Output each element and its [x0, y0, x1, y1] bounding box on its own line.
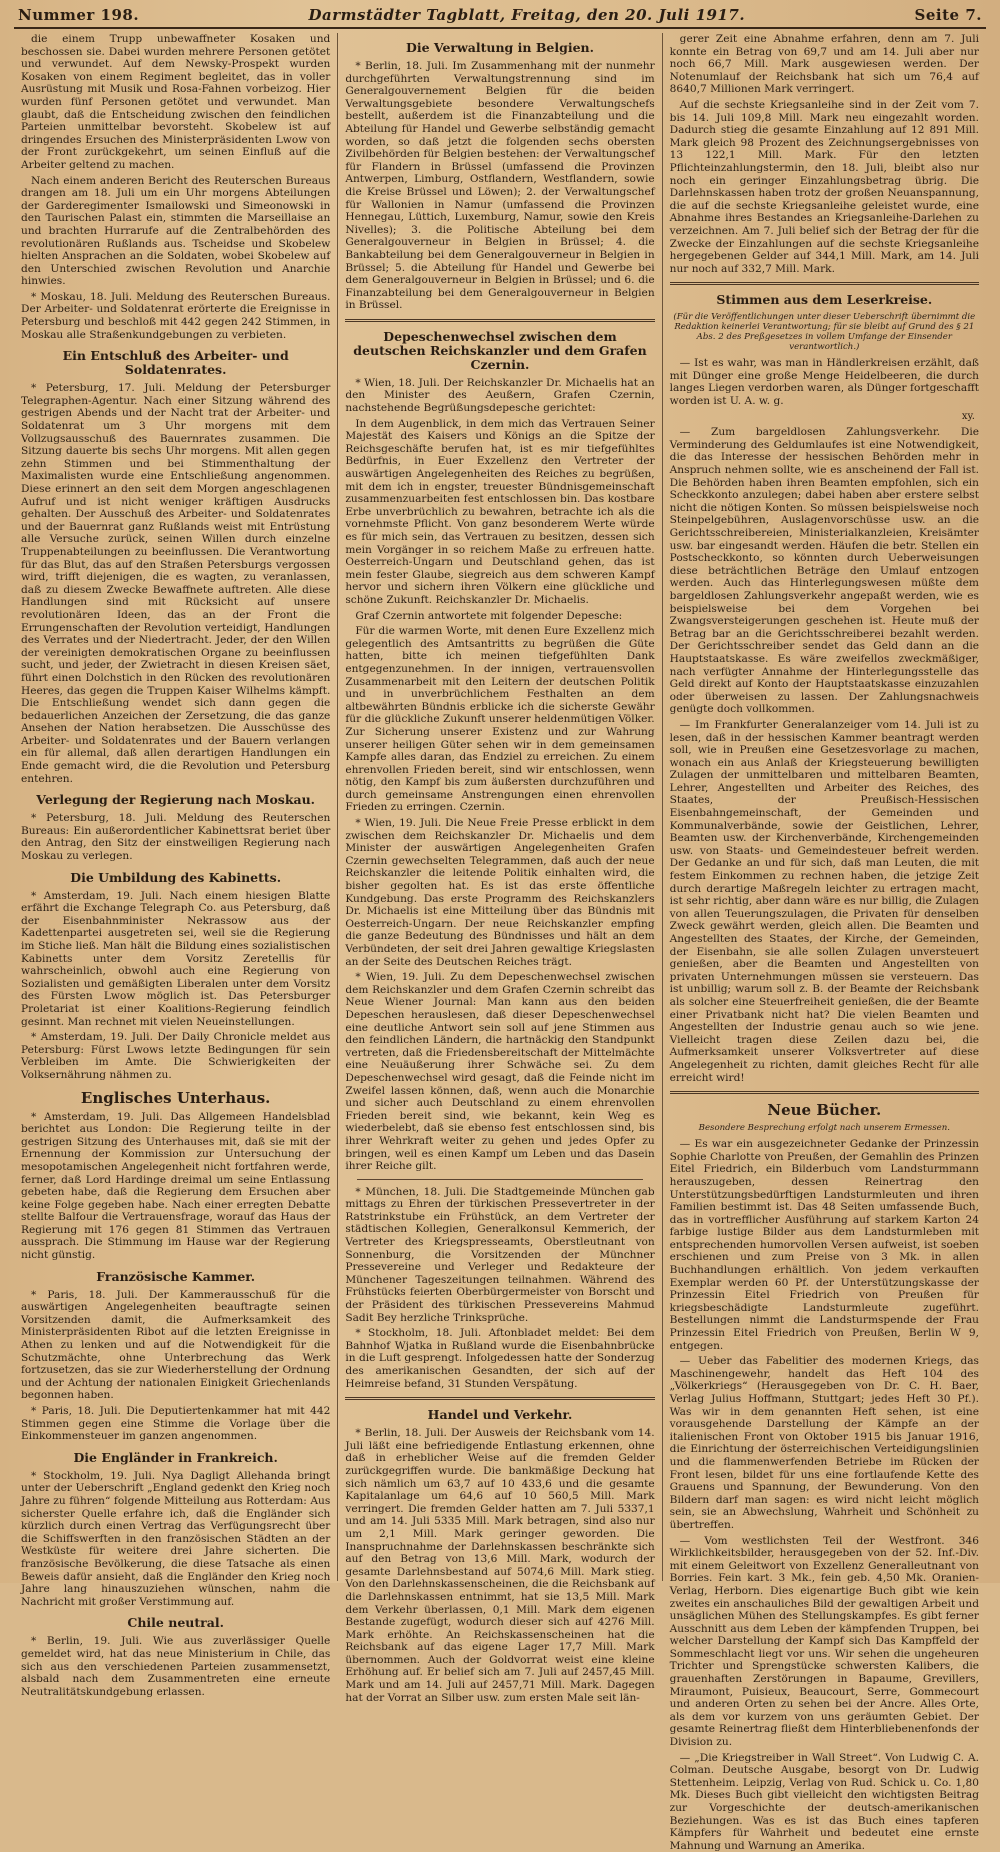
article-headline: Neue Bücher.	[767, 1101, 882, 1120]
article-headline: Ein Entschluß des Arbeiter- und Soldatenrates.	[62, 348, 289, 378]
page-number-right: Seite 7.	[914, 6, 982, 24]
article-paragraph: * Wien, 19. Juli. Zu dem Depeschenwechsel zwischen dem Reichskanzler und dem Grafen Czernin schreibt das Neue Wiener Journal: Man kann aus den beiden Depeschen herauslesen, daß dieser Depeschenwechsel eine deutliche Antwort sein soll auf jene Stimmen aus den feindlichen Ländern, die hartnäckig den Standpunkt vertreten, daß die Friedensbereitschaft der Mittelmächte eine Neuäußerung ihrer Schwäche sei. Zu dem Depeschenwechsel wird gesagt, daß die Feinde nicht im Zweifel lassen können, daß, wenn auch die Monarchie und sicher auch Deutschland zu einem ehrenvollen Frieden bereit sind, wie bekannt, kein Weg es wiederbelebt, daß sie ebenso fest entschlossen sind, bis ihrer Wehrkraft weiter zu gehen und jedes Opfer zu bringen, weil es einen Kampf um Leben und das Dasein ihrer Reiche gilt.	[345, 971, 655, 1173]
article-paragraph: * Amsterdam, 19. Juli. Das Allgemeen Handelsblad berichtet aus London: Die Regierung teilte in der gestrigen Sitzung des Unterhauses mit, daß sie mit der Ernennung der Kommission zur Untersuchung der mesopotamischen Angelegenheit nicht fortfahren werde, ferner, daß Lord Hardinge dreimal um seine Entlassung gebeten habe, daß die Regierung dem Ersuchen aber keine Folge gegeben habe. Nach einer erregten Debatte stellte Balfour die Vertrauensfrage, worauf das Haus der Regierung mit 176 gegen 81 Stimmen das Vertrauen aussprach. Die Stimmung im Hause war der Regierung nicht günstig.	[21, 1110, 331, 1262]
article-headline: Die Verwaltung in Belgien.	[406, 40, 594, 55]
article-headline: Chile neutral.	[127, 1615, 224, 1631]
article-paragraph: * Moskau, 18. Juli. Meldung des Reuterschen Bureaus. Der Arbeiter- und Soldatenrat erörterte die Ereignisse in Petersburg und beschloß mit 442 gegen 242 Stimmen, in Moskau alle Straßenkundgebungen zu verbieten.	[21, 290, 331, 341]
section-divider	[345, 319, 654, 322]
article-paragraph: die einem Trupp unbewaffneter Kosaken und beschossen sie. Dabei wurden mehrere Personen getötet und verwundet. Auf dem Newsky-Prospekt wurden Kosaken von einem Regiment begleitet, das in voller Ausrüstung mit Musik und Rosa-Fahnen vorbeizog. Hier wurden fünf Personen getötet und verwundet. Man glaubt, daß die Entscheidung zwischen den feindlichen Parteien unmittelbar bevorsteht. Skobelew ist auf dringendes Ersuchen des Ministerpräsidenten Lwow von der Front zurückgekehrt, um seinen Einfluß auf die Arbeiter geltend zu machen.	[21, 33, 331, 171]
article-paragraph: * München, 18. Juli. Die Stadtgemeinde München gab mittags zu Ehren der türkischen Pressevertreter in der Ratstrinkstube ein Frühstück, an dem Vertreter der städtischen Kollegien, Generalkonsul Kemmerich, der Vertreter des Kriegspresseamts, Oberstleutnant von Sonnenburg, die Vorsitzenden der Münchner Pressevereine und Verleger und Redakteure der Münchener Tageszeitungen teilnahmen. Während des Frühstücks feierten Oberbürgermeister von Borscht und der Präsident des türkischen Pressevereins Mahmud Sadit Bey herzliche Trinksprüche.	[345, 1185, 655, 1324]
article-headline: Französische Kammer.	[96, 1268, 256, 1284]
article-paragraph: — Vom westlichsten Teil der Westfront. 346 Wirklichkeitsbilder, herausgegeben von der 52. Inf.-Div. mit einem Geleitwort von Exzellenz Generalleutnant von Borries. Fein kart. 3 Mk., fein geb. 4,50 Mk. Oranien-Verlag, Herborn. Dies eigenartige Buch gibt wie kein zweites ein anschauliches Bild der gewaltigen Arbeit und unsäglichen Mühen des Stellungskampfes. Es gibt ferner Ausschnitt aus dem Leben der kämpfenden Truppen, bei welcher Darstellung der Kampf sich Das Kampffeld der Sommeschlacht liegt vor uns. Wir sehen die ungeheuren Trichter und Sprengstücke schwersten Kalibers, die grauenhaften Zerstörungen in Bapaume, Grevillers, Miraumont, Puisieux, Beaucourt, Serre, Gommecourt und anderen Orten zu sehen bei der Ancre. Alles Orte, als dem vor kurzem von uns geräumten Gebiet. Der gesamte Reinertrag fließt dem Hinterbliebenenfonds der Division zu.	[669, 1534, 979, 1749]
article-paragraph: * Berlin, 18. Juli. Im Zusammenhang mit der nunmehr durchgeführten Verwaltungstrennung sind im Generalgouvernement Belgien für die beiden Verwaltungsgebiete besondere Verwaltungschefs bestellt, außerdem ist die Finanzabteilung und die Abteilung für Handel und Gewerbe selbständig gemacht worden, so daß jetzt die folgenden sechs obersten Zivilbehörden für Belgien bestehen: der Verwaltungschef für Flandern in Brüssel (umfassend die Provinzen Antwerpen, Limburg, Ostflandern, Westflandern, sowie die Kreise Brüssel und Löwen); 2. der Verwaltungschef für Wallonien in Namur (umfassend die Provinzen Hennegau, Lüttich, Luxemburg, Namur, sowie den Kreis Nivelles); 3. die Politische Abteilung bei dem Generalgouverneur in Belgien in Brüssel; 4. die Bankabteilung bei dem Generalgouverneur in Belgien in Brüssel; 5. die Abteilung für Handel und Gewerbe bei dem Generalgouverneur in Belgien in Brüssel; und 6. die Finanzabteilung bei dem Generalgouverneur in Belgien in Brüssel.	[345, 60, 655, 312]
article-paragraph: — „Die Kriegstreiber in Wall Street“. Von Ludwig C. A. Colman. Deutsche Ausgabe, besorgt von Dr. Ludwig Stettenheim. Leipzig, Verlag von Rud. Schick u. Co. 1,80 Mk. Dieses Buch gibt vielleicht den wichtigsten Beitrag zur Vorgeschichte der deutsch-amerikanischen Beziehungen. Was es ist das Buch eines tapferen Kämpfers für Wahrheit und bedeutet eine ernste Mahnung und Warnung an Amerika.	[669, 1751, 979, 1852]
editorial-note: Besondere Besprechung erfolgt nach unserem Ermessen.	[698, 1123, 950, 1134]
article-paragraph: Für die warmen Worte, mit denen Eure Exzellenz mich gelegentlich des Amtsantritts zu begrüßen die Güte hatten, bitte ich meinen tiefgefühlten Dank entgegenzunehmen. In der innigen, vertrauensvollen Zusammenarbeit mit den Leitern der deutschen Politik und in unverbrüchlichem Festhalten an dem altbewährten Bündnis erblicke ich die sicherste Gewähr für die glückliche Zukunft unserer heldenmütigen Völker. Zur Sicherung unserer Existenz und zur Wahrung unserer heiligen Güter sehen wir in dem gemeinsamen Kampfe alles daran, das Endziel zu erreichen. Zu einem ehrenvollen Frieden bereit, sind wir entschlossen, wenn nötig, den Kampf bis zum äußersten durchzuführen und durch gemeinsame Anstrengungen einen ehrenvollen Frieden zu erringen. Czernin.	[345, 625, 655, 814]
article-headline: Stimmen aus dem Leserkreise.	[716, 292, 933, 308]
article-paragraph: * Petersburg, 18. Juli. Meldung des Reuterschen Bureaus: Ein außerordentlicher Kabinettsrat beriet über den Antrag, den Sitz der einstweiligen Regierung nach Moskau zu verlegen.	[21, 812, 331, 863]
section-divider	[670, 282, 979, 285]
article-paragraph: — Ueber das Fabelitier des modernen Kriegs, das Maschinengewehr, handelt das Heft 104 des „Völkerkriegs“ (Herausgegeben von Dr. C. H. Baer, Verlag Julius Hoffmann, Stuttgart; jedes Heft 30 Pf.). Was wir in dem genannten Heft sehen, ist eine vorausgehende Darstellung der Kämpfe an der italienischen Front von Oktober 1915 bis Januar 1916, die Einrichtung der österreichischen Verteidigungslinien und die flammenwerfenden Betriebe im Rücken der Front lesen, bildet für uns eine fortlaufende Kette des Grauens und Spannung, der Bewunderung. Von den Bildern darf man sagen: es wird nicht leicht möglich sein, sie an Abwechslung, Wahrheit und Schönheit zu übertreffen.	[669, 1355, 979, 1531]
article-paragraph: * Amsterdam, 19. Juli. Der Daily Chronicle meldet aus Petersburg: Fürst Lwows letzte Bedingungen für sein Verbleiben im Amte. Die Schwierigkeiten der Volksernährung nähmen zu.	[21, 1031, 331, 1081]
paper-title-date: Darmstädter Tagblatt, Freitag, den 20. Juli 1917.	[308, 6, 746, 24]
article-paragraph: In dem Augenblick, in dem mich das Vertrauen Seiner Majestät des Kaisers und Königs an die Spitze der Reichsgeschäfte berufen hat, ist es mir tiefgefühltes Bedürfnis, in Euer Exzellenz den Vertreter der auswärtigen Angelegenheiten des Reiches zu begrüßen, mit dem ich in engster, treuester Bündnisgemeinschaft zusammenzuarbeiten fest entschlossen bin. Das kostbare Erbe unverbrüchlich zu bewahren, betrachte ich als die vornehmste Pflicht. Von ganz besonderem Werte würde es für mich sein, das Vertrauen zu besitzen, dessen sich mein Vorgänger in so reichem Maße zu erfreuen hatte. Oesterreich-Ungarn und Deutschland gehen, das ist mein fester Glaube, siegreich aus dem schweren Kampf hervor und sichern ihren Völkern eine glückliche und schöne Zukunft. Reichskanzler Dr. Michaelis.	[345, 417, 655, 606]
article-paragraph: * Berlin, 19. Juli. Wie aus zuverlässiger Quelle gemeldet wird, hat das neue Ministerium in Chile, das sich aus den verschiedenen Parteien zusammensetzt, alsbald nach dem Zusammentreten eine erneute Neutralitätskundgebung erlassen.	[21, 1635, 331, 1698]
article-headline: Die Engländer in Frankreich.	[73, 1449, 278, 1465]
article-paragraph: — Es war ein ausgezeichneter Gedanke der Prinzessin Sophie Charlotte von Preußen, der Gemahlin des Prinzen Eitel Friedrich, ein Bilderbuch vom Landsturmmann herauszugeben, dessen Reinertrag den Unterstützungsbedürftigen Landsturmleuten und ihren Familien bestimmt ist. Das 48 Seiten umfassende Buch, das in vortrefflicher Ausführung auf starkem Karton 24 farbige lustige Bilder aus dem Landsturmleben mit entsprechenden humorvollen Versen aufweist, ist soeben erschienen und zum Preise von 3 Mk. in allen Buchhandlungen erhältlich. Von jedem verkauften Exemplar werden 60 Pf. der Unterstützungskasse der Prinzessin Eitel Friedrich von Preußen für kriegsbeschädigte Landsturmleute zugeführt. Bestellungen nimmt die Landsturmspende der Frau Prinzessin Eitel Friedrich von Preußen, Berlin W 9, entgegen.	[669, 1138, 979, 1352]
article-paragraph: * Stockholm, 19. Juli. Nya Dagligt Allehanda bringt unter der Ueberschrift „England gedenkt den Krieg noch Jahre zu führen“ folgende Mitteilung aus Rotterdam: Aus sicherster Quelle erfahre ich, daß die Engländer sich kürzlich durch einen Vertrag das Verfügungsrecht über die Schiffswerften in den französischen Städten an der Westküste für weitere drei Jahre sicherten. Die französische Bevölkerung, die diese Tatsache als einen Beweis dafür ansieht, daß die Engländer den Krieg noch Jahre lang hinauszuziehen wünschen, nahm die Nachricht mit großer Verstimmung auf.	[21, 1469, 331, 1608]
article-paragraph: * Berlin, 18. Juli. Der Ausweis der Reichsbank vom 14. Juli läßt eine befriedigende Entlastung erkennen, ohne daß in erheblicher Weise auf die fremden Gelder zurückgegriffen wurde. Die bankmäßige Deckung hat sich nämlich um 63,7 auf 10 433,6 und die gesamte Kapitalanlage um 64,6 auf 10 560,5 Mill. Mark verringert. Die fremden Gelder hatten am 7. Juli 5337,1 und am 14. Juli 5335 Mill. Mark betragen, sind also nur um 2,1 Mill. Mark geringer geworden. Die Inanspruchnahme der Darlehnskassen beschränkte sich auf den Betrag von 13,6 Mill. Mark, wodurch der gesamte Darlehnsbestand auf 5074,6 Mill. Mark stieg. Von den Darlehnskassenscheinen, die die Reichsbank auf die Darlehnskassen entnimmt, hat sie 13,5 Mill. Mark dem Verkehr überlassen, 0,1 Mill. Mark dem eigenen Bestande zugefügt, wodurch dieser sich auf 4276 Mill. Mark erhöhte. An Reichskassenscheinen hat die Reichsbank auf das eigene Lager 17,7 Mill. Mark übernommen. Auch der Goldvorrat weist eine kleine Erhöhung auf. Er belief sich am 7. Juli auf 2457,45 Mill. Mark und am 14. Juli auf 2457,71 Mill. Mark. Dagegen hat der Vorrat an Silber usw. zum ersten Male seit län-	[345, 1427, 655, 1704]
section-divider	[357, 1179, 642, 1180]
column-2	[338, 33, 662, 1704]
column-3	[663, 33, 986, 1852]
article-headline: Depeschenwechsel zwischen dem deutschen Reichskanzler und dem Grafen Czernin.	[353, 328, 647, 372]
article-headline: Verlegung der Regierung nach Moskau.	[36, 792, 316, 808]
article-paragraph: — Zum bargeldlosen Zahlungsverkehr. Die Verminderung des Geldumlaufes ist eine Notwendigkeit, die das Interesse der hessischen Behörden mehr in Anspruch nehmen sollte, wie es anscheinend der Fall ist. Die Behörden haben ihren Beamten empfohlen, sich ein Scheckkonto anzulegen; dabei haben aber erstere selbst nicht die nötigen Konten. So müssen beispielsweise noch Steinpelgebühren, Auslagenvorschüsse usw. an die Gerichtsschreibereien, Ministerialkanzleien, Kreisämter usw. bar eingesandt werden. Häufen die betr. Stellen ein Postscheckkonto, so könnten durch Ueberweisungen diese beträchtlichen Beträge den Umlauf entzogen werden. Auch das Hinterlegungswesen müßte dem bargeldlosen Zahlungsverkehr angepaßt werden, wie es beispielsweise bei dem Vorgehen bei Zwangsversteigerungen geschehen ist. Heute muß der Betrag bar an die Gerichtsschreiberei bezahlt werden. Der Gerichtsschreiber sendet das Geld dann an die Hauptstaatskasse. Es wäre zweifellos zweckmäßiger, nach verfügter Annahme der Hinterlegungsstelle das Geld direkt auf Konto der Hauptstaatskasse einzuzahlen oder überweisen zu lassen. Der Zahlungsnachweis genügte doch vollkommen.	[669, 426, 979, 716]
section-divider	[345, 1397, 654, 1400]
article-headline: Englisches Unterhaus.	[80, 1088, 271, 1107]
article-paragraph: * Paris, 18. Juli. Der Kammerausschuß für die auswärtigen Angelegenheiten beauftragte seinen Vorsitzenden damit, die Aufmerksamkeit des Ministerpräsidenten Ribot auf die letzten Ereignisse in Athen zu lenken und auf die Notwendigkeit für die Schutzmächte, ohne Unterbrechung das Werk fortzusetzen, das sie zur Wiederherstellung der Ordnung und der Achtung der nationalen Einigkeit Griechenlands begonnen haben.	[21, 1288, 331, 1402]
article-paragraph: * Paris, 18. Juli. Die Deputiertenkammer hat mit 442 Stimmen gegen eine Stimme die Vorlage über die Einkommensteuer im ganzen angenommen.	[21, 1405, 331, 1443]
article-paragraph: Graf Czernin antwortete mit folgender Depesche:	[355, 609, 623, 622]
article-headline: Handel und Verkehr.	[427, 1407, 573, 1423]
article-paragraph: * Amsterdam, 19. Juli. Nach einem hiesigen Blatte erfährt die Exchange Telegraph Co. aus Petersburg, daß der Eisenbahnminister Nekrassow aus der Kadettenpartei ausgetreten sei, weil sie die Regierung im Stiche ließ. Man hält die Bildung eines sozialistischen Kabinetts unter dem Vorsitz Zeretellis für wahrscheinlich, obwohl auch eine Regierung von Sozialisten und gemäßigten Liberalen unter dem Vorsitz des Fürsten Lwow möglich ist. Das Petersburger Proletariat ist einer Koalitions-Regierung feindlich gesinnt. Man rechnet mit vielen Neueinstellungen.	[21, 889, 331, 1028]
article-headline: Die Umbildung des Kabinetts.	[70, 869, 282, 885]
article-paragraph: * Wien, 19. Juli. Die Neue Freie Presse erblickt in dem zwischen dem Reichskanzler Dr. Michaelis und dem Minister der auswärtigen Angelegenheiten Grafen Czernin gewechselten Telegrammen, daß auch der neue Reichskanzler die leitende Politik einhalten wird, die bisher gegolten hat. Es ist das erste öffentliche Kundgebung. Das erste Programm des Reichskanzlers Dr. Michaelis ist eine Mitteilung über das Bündnis mit Oesterreich-Ungarn. Der neue Reichskanzler empfing die ganze Bedeutung des Bündnisses und hält an dem Verbündeten, der seit drei Jahren gewaltige Kriegslasten an der Seite des Deutschen Reiches trägt.	[345, 817, 655, 968]
page-number-left: Nummer 198.	[18, 6, 140, 24]
letter-signature: xy.	[961, 410, 975, 422]
masthead	[14, 4, 986, 29]
article-paragraph: Nach einem anderen Bericht des Reuterschen Bureaus drangen am 18. Juli um ein Uhr morgens Abteilungen der Garderegimenter Ismailowski und Simeonowski in den Taurischen Palast ein, stimmten die Marseillaise an und brachten Hurrarufe auf die Zentralbehörden des revolutionären Rußlands aus. Tscheidse und Skobelew hielten Ansprachen an die Soldaten, wobei Skobelew auf den Unterschied zwischen Revolution und Anarchie hinwies.	[21, 174, 331, 288]
article-paragraph: * Stockholm, 18. Juli. Aftonbladet meldet: Bei dem Bahnhof Wjatka in Rußland wurde die Eisenbahnbrücke in die Luft gesprengt. Infolgedessen hatte der Sonderzug des amerikanischen Gesandten, der sich auf der Heimreise befand, 31 Stunden Verspätung.	[345, 1327, 655, 1390]
article-paragraph: Auf die sechste Kriegsanleihe sind in der Zeit vom 7. bis 14. Juli 109,8 Mill. Mark neu eingezahlt worden. Dadurch stieg die gesamte Einzahlung auf 12 891 Mill. Mark gleich 98 Prozent des Zeichnungsergebnisses von 13 122,1 Mill. Mark. Für den letzten Pflichteinzahlungstermin, den 18. Juli, bleibt also nur noch ein geringer Einzahlungsbetrag übrig. Die Darlehnskassen haben trotz der großen Neuanspannung, die auf die sechste Kriegsanleihe geleistet wurde, eine Abnahme ihres Bestandes an Kriegsanleihe-Darlehen zu verzeichnen. Am 7. Juli belief sich der Betrag der für die Zwecke der Einzahlungen auf die sechste Kriegsanleihe hergegebenen Gelder auf 344,1 Mill. Mark, am 14. Juli nur noch auf 332,7 Mill. Mark.	[669, 98, 979, 275]
article-paragraph: gerer Zeit eine Abnahme erfahren, denn am 7. Juli konnte ein Betrag von 69,7 und am 14. Juli aber nur noch 66,7 Mill. Mark ausgewiesen werden. Der Notenumlauf der Reichsbank hat sich um 76,4 auf 8640,7 Millionen Mark verringert.	[669, 33, 979, 96]
section-divider	[670, 1091, 979, 1094]
article-paragraph: * Petersburg, 17. Juli. Meldung der Petersburger Telegraphen-Agentur. Nach einer Sitzung während des gestrigen Abends und der Nacht trat der Arbeiter- und Soldatenrat um 3 Uhr morgens mit dem Vollzugsausschuß des Bauernrates zusammen. Die Sitzung dauerte bis sechs Uhr morgens. Mit allen gegen zehn Stimmen und bei Stimmenthaltung der Maximalisten wurde eine Entschließung angenommen. Diese erinnert an den seit dem Morgen angeschlagenen Aufruf und ist nicht weniger kräftigen Ausdrucks gehalten. Der Ausschuß des Arbeiter- und Soldatenrates und der Bauernrat ganz Rußlands weist mit Entrüstung alle Versuche zurück, seinen Willen durch einzelne Truppenabteilungen zu beeinflussen. Die Verantwortung für das Blut, das auf den Straßen Petersburgs vergossen wird, trifft diejenigen, die es wagten, zu veranlassen, daß zu diesem Zwecke Bewaffnete auftreten. Alle diese Handlungen sind mit Rücksicht auf unsere revolutionären Ideen, das an der Front die Errungenschaften der Revolution verteidigt, Handlungen des Verrates und der Niedertracht. Jeder, der den Willen der vereinigten demokratischen Organe zu beeinflussen sucht, und jeder, der Zwietracht in diesen Kreisen säet, führt einen Dolchstich in den Rücken des revolutionären Heeres, das gegen die Truppen Kaiser Wilhelms kämpft. Die Entschließung wendet sich dann gegen die bedauerlichen Anzeichen der Zersetzung, die das ganze Ansehen der Nation herabsetzen. Die Ausschüsse des Arbeiter- und Soldatenrates und der Bauern verlangen ein für allemal, daß allen derartigen Handlungen ein Ende gemacht wird, die die Revolution und Petersburg entehren.	[21, 382, 331, 785]
column-1	[14, 33, 338, 1698]
columns	[14, 33, 986, 1852]
article-paragraph: — Ist es wahr, was man in Händlerkreisen erzählt, daß mit Dünger eine große Menge Heidelbeeren, die durch langes Liegen verdorben waren, als Dünger fortgeschafft worden ist U. A. w. g.	[669, 357, 979, 408]
article-paragraph: — Im Frankfurter Generalanzeiger vom 14. Juli ist zu lesen, daß in der hessischen Kammer beantragt werden soll, wie in Preußen eine Gesetzesvorlage zu machen, wonach ein aus Anlaß der Kriegsteuerung bewilligten Zulagen der unmittelbaren und mittelbaren Beamten, Lehrer, Angestellten und Arbeiter des Reiches, des Staates, der Preußisch-Hessischen Eisenbahngemeinschaft, der Gemeinden und Kommunalverbände, sowie der Geistlichen, Lehrer, Beamten usw. der Kirchenverbände, Kirchengemeinden usw. von Staats- und Gemeindesteuer befreit werden. Der Gedanke an und für sich, daß man Leuten, die mit festem Einkommen zu rechnen haben, die jetzige Zeit durch derartige Maßregeln leichter zu ertragen macht, ist sehr richtig, aber dann wäre es nur billig, die Zulagen von allen Teuerungszulagen, die Privaten für denselben Zweck gewährt werden, gleich allen. Die Beamten und Angestellten des Staates, der Kirche, der Gemeinden, der Eisenbahn, sie alle sollen Zulagen unversteuert genießen, aber die Beamten und Angestellten von privaten Unternehmungen müssen sie versteuern. Das ist unbillig; warum soll z. B. der Beamte der Reichsbank als solcher eine Steuerfreiheit genießen, die der Beamte einer Privatbank nicht hat? Die vielen Beamten und Angestellten der Industrie genau auch so wie jene. Vielleicht tragen diese Zeilen dazu bei, die Aufmerksamkeit unserer Volksvertreter auf diese Angelegenheit zu richten, damit gleiches Recht für alle erreicht wird!	[669, 718, 979, 1084]
article-paragraph: * Wien, 18. Juli. Der Reichskanzler Dr. Michaelis hat an den Minister des Aeußern, Grafen Czernin, nachstehende Begrüßungsdepesche gerichtet:	[345, 376, 655, 415]
editorial-note: (Für die Veröffentlichungen unter dieser Ueberschrift übernimmt die Redaktion keinerlei Verantwortung; für sie bleibt auf Grund des § 21 Abs. 2 des Preßgesetzes in vollem Umfange der Einsender verantwortlich.)	[673, 312, 976, 353]
